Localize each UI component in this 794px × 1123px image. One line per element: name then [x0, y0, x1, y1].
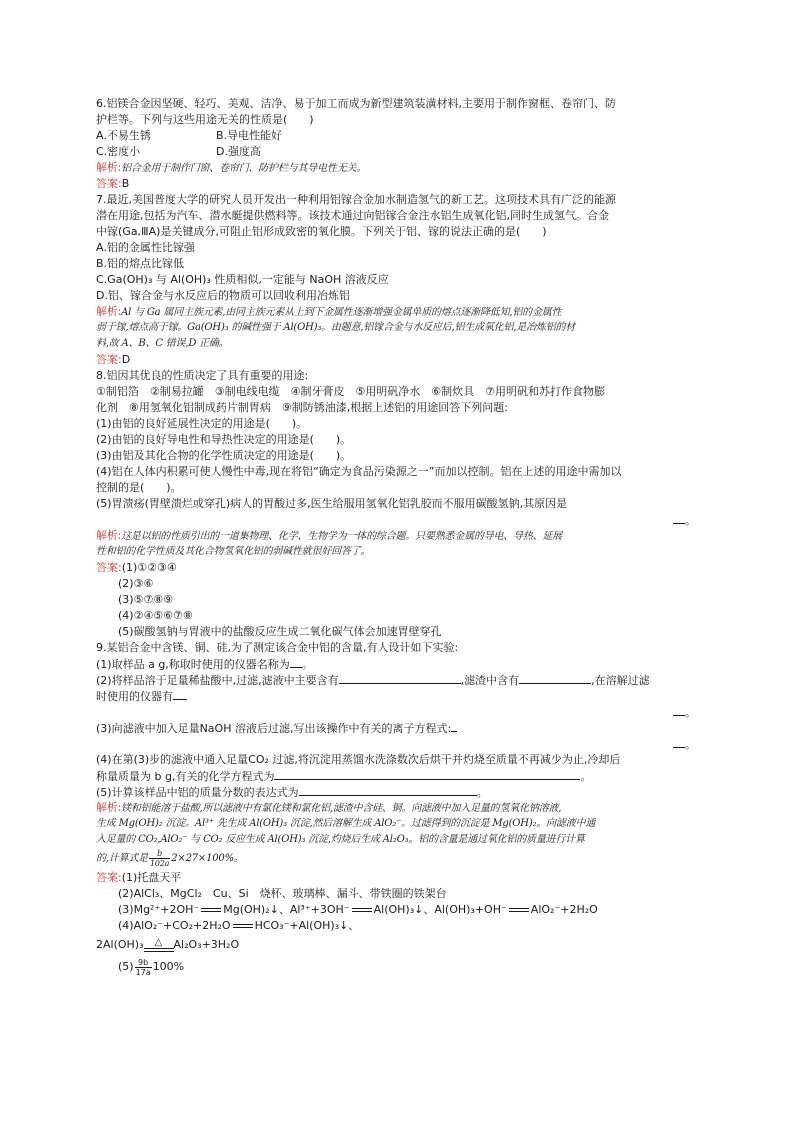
period: 。 — [685, 706, 696, 719]
q9-subquestion-4-line2 — [96, 768, 696, 784]
equals-sign — [509, 908, 529, 912]
worksheet-page — [96, 96, 696, 978]
q9-answer-4-line1 — [96, 918, 696, 934]
q9-explanation-line4 — [96, 848, 696, 870]
fraction-numerator: 9b — [135, 958, 152, 968]
fraction-numerator: b — [149, 849, 170, 859]
q9-subquestion-4-line1: (4)在第(3)步的滤液中通入足量CO₂ 过滤,将沉淀用蒸馏水洗涤数次后烘干并灼烧至质量不再减少为止,冷却后 — [96, 753, 621, 766]
q7-answer-text: D — [121, 353, 131, 366]
q9-subquestion-4-text: 称量质量为 b g,有关的化学方程式为 — [96, 770, 275, 783]
period: 。 — [301, 658, 313, 671]
answer-5-suffix: 100% — [152, 960, 185, 973]
q6-stem-line2: 护栏等。下列与这些用途无关的性质是( ) — [96, 113, 314, 126]
equation-part: Al(OH)₃↓、Al(OH)₃+OH⁻ — [373, 903, 507, 916]
q9-subquestion-3-blank-line — [96, 736, 696, 752]
q9-subquestion-2-line2 — [96, 688, 696, 704]
equation-part: AlO₂⁻+2H₂O — [530, 903, 598, 916]
formula-fraction — [149, 849, 170, 868]
answer-blank — [673, 512, 685, 524]
answer-blank — [451, 720, 457, 732]
formula-fraction — [135, 958, 152, 977]
q6-answer — [96, 176, 696, 192]
answer-blank — [299, 784, 477, 796]
q8-answer-1-text: (1)①②③④ — [121, 561, 177, 574]
q6-option-c: C.密度小 — [96, 145, 141, 158]
equals-sign — [352, 908, 372, 912]
q7-explanation-line3: 料,故 A、B、C 错误,D 正确。 — [96, 338, 229, 349]
answer-blank — [519, 672, 591, 684]
fraction-denominator: 17a — [135, 967, 151, 977]
q9-subquestion-2-text-c: ,在溶解过滤 — [591, 674, 650, 687]
equation-part: Mg(OH)₂↓、Al³⁺+3OH⁻ — [223, 903, 350, 916]
equals-sign — [233, 924, 253, 928]
answer-blank — [173, 688, 187, 700]
q6-answer-text: B — [121, 177, 130, 190]
q9-subquestion-3-text: (3)向滤液中加入足量NaOH 溶液后过滤,写出该操作中有关的离子方程式: — [96, 722, 452, 735]
fraction-denominator: 102a — [149, 859, 170, 868]
q6-options-row1 — [96, 128, 696, 144]
q9-answer-4-line2 — [96, 934, 696, 956]
q7-answer — [96, 352, 696, 368]
q9-subquestion-1 — [96, 656, 696, 672]
q6-stem-line1: 6.铝镁合金因坚硬、轻巧、美观、洁净、易于加工而成为新型建筑装潢材料,主要用于制作窗框、卷帘门、防 — [96, 97, 616, 110]
q9-explanation-text: 镁和铝能溶于盐酸,所以滤液中有氯化镁和氯化铝,滤渣中含硅、铜。向滤液中加入足量的氢氧化钠溶液, — [121, 803, 562, 814]
q8-subquestion-4-line1: (4)铝在人体内积累可使人慢性中毒,现在将铝“确定为食品污染源之一”而加以控制。铝在上述的用途中需加以 — [96, 465, 622, 478]
q8-stem-line3: 化剂 ⑧用氢氧化铝制成药片制胃病 ⑨制防锈油漆,根据上述铝的用途回答下列问题: — [96, 401, 508, 414]
equation-part: Al₂O₃+3H₂O — [173, 938, 240, 951]
q8-answer-3: (3)⑤⑦⑧⑨ — [118, 593, 174, 606]
q8-stem-line1: 8.铝因其优良的性质决定了具有重要的用途: — [96, 369, 309, 382]
q9-subquestion-1-text: (1)取样品 a g,称取时使用的仪器名称为 — [96, 658, 290, 671]
answer-tag: 答案: — [96, 871, 122, 884]
q8-explanation-line2: 性和铝的化学性质及其化合物氢氧化铝的弱碱性就很好回答了。 — [96, 546, 371, 557]
period: 。 — [685, 514, 696, 527]
explanation-tag: 解析: — [96, 305, 122, 318]
q8-subquestion-2: (2)由铝的良好导电性和导热性决定的用途是( )。 — [96, 433, 352, 446]
q9-explanation-line3: 入足量的 CO₂,AlO₂⁻ 与 CO₂ 反应生成 Al(OH)₃ 沉淀,灼烧后生成 Al₂O₃。铝的含量是通过氧化铝的质量进行计算 — [96, 834, 585, 845]
q7-option-c: C.Ga(OH)₃ 与 Al(OH)₃ 性质相似,一定能与 NaOH 溶液反应 — [96, 273, 389, 286]
period: 。 — [476, 786, 488, 799]
period: 。 — [685, 738, 696, 751]
equals-sign — [201, 908, 221, 912]
explanation-tag: 解析: — [96, 801, 122, 814]
q9-explanation-line1 — [96, 800, 696, 816]
q8-answer-2: (2)③⑥ — [118, 577, 154, 590]
q6-option-a: A.不易生锈 — [96, 129, 151, 142]
q7-explanation-text: Al 与 Ga 属同主族元素,由同主族元素从上到下金属性逐渐增强金属单质的熔点逐渐降低知,铝的金属性 — [121, 307, 562, 318]
heat-triangle-icon: △ — [154, 937, 163, 948]
equation-part: (3)Mg²⁺+2OH⁻ — [118, 903, 200, 916]
period: 。 — [580, 770, 592, 783]
answer-blank — [274, 768, 580, 780]
q9-answer-5 — [96, 956, 696, 978]
answer-blank — [673, 704, 685, 716]
q9-subquestion-3 — [96, 720, 696, 736]
q9-explanation-formula-suffix: 2×27×100%。 — [171, 853, 244, 864]
q7-stem-line3: 中镓(Ga,ⅢA)是关键成分,可阻止铝形成致密的氧化膜。下列关于铝、镓的说法正确的是( ) — [96, 225, 547, 238]
q6-explanation — [96, 160, 696, 176]
q9-answer-3 — [96, 902, 696, 918]
q9-subquestion-5-text: (5)计算该样品中铝的质量分数的表达式为 — [96, 786, 299, 799]
q9-explanation-formula-prefix: 的,计算式是 — [96, 853, 148, 864]
q9-answer-2: (2)AlCl₃、MgCl₂ Cu、Si 烧杯、玻璃棒、漏斗、带铁圈的铁架台 — [118, 887, 447, 900]
answer-5-label: (5) — [118, 960, 134, 973]
explanation-tag: 解析: — [96, 529, 122, 542]
answer-blank — [290, 656, 302, 668]
q8-subquestion-5: (5)胃溃疡(胃壁溃烂或穿孔)病人的胃酸过多,医生给服用氢氧化铝乳胶而不服用碳酸氢钠,其原因是 — [96, 497, 568, 510]
q9-subquestion-2-text-a: (2)将样品溶于足量稀盐酸中,过滤,滤液中主要含有 — [96, 674, 339, 687]
q9-subquestion-2-line1 — [96, 672, 696, 688]
q8-subquestion-5-blank-line — [96, 512, 696, 528]
q8-subquestion-1: (1)由铝的良好延展性决定的用途是( )。 — [96, 417, 308, 430]
q9-answer-1 — [96, 870, 696, 886]
answer-tag: 答案: — [96, 353, 122, 366]
answer-blank — [339, 672, 461, 684]
q7-stem-line1: 7.最近,美国普度大学的研究人员开发出一种利用铝镓合金加水制造氢气的新工艺。这项技术具有广泛的能源 — [96, 193, 616, 206]
heating-condition-sign — [144, 938, 174, 952]
q7-option-a: A.铝的金属性比镓强 — [96, 241, 195, 254]
q8-answer-1 — [96, 560, 696, 576]
q9-explanation-line2: 生成 Mg(OH)₂ 沉淀。Al³⁺ 先生成 Al(OH)₃ 沉淀,然后溶解生成 AlO₂⁻。过滤得到的沉淀是 Mg(OH)₂。向滤液中通 — [96, 818, 596, 829]
answer-tag: 答案: — [96, 177, 122, 190]
explanation-tag: 解析: — [96, 161, 122, 174]
q6-option-b: B.导电性能好 — [216, 129, 283, 142]
q8-explanation-text: 这是以铝的性质引出的一道集物理、化学、生物学为一体的综合题。只要熟悉金属的导电、导热、延展 — [121, 531, 563, 542]
q9-subquestion-2-blank-line — [96, 704, 696, 720]
q9-stem: 9.某铝合金中含镁、铜、硅,为了测定该合金中铝的含量,有人设计如下实验: — [96, 641, 459, 654]
q8-answer-4: (4)②④⑤⑥⑦⑧ — [118, 609, 193, 622]
q9-answer-1-text: (1)托盘天平 — [121, 871, 182, 884]
q9-subquestion-5 — [96, 784, 696, 800]
equation-part: (4)AlO₂⁻+CO₂+2H₂O — [118, 919, 231, 932]
q8-stem-line2: ①制铝箔 ②制易拉罐 ③制电线电缆 ④制牙膏皮 ⑤用明矾净水 ⑥制炊具 ⑦用明矾和苏打作食物膨 — [96, 385, 606, 398]
q7-explanation-line2: 弱于镓,熔点高于镓。Ga(OH)₃ 的碱性强于 Al(OH)₃。由题意,铝镓合金与水反应后,铝生成氧化铝,是冶炼铝的材 — [96, 322, 576, 333]
q7-explanation-line1 — [96, 304, 696, 320]
q8-answer-5: (5)碳酸氢钠与胃液中的盐酸反应生成二氧化碳气体会加速胃壁穿孔 — [118, 625, 442, 638]
q8-explanation-line1 — [96, 528, 696, 544]
q7-stem-line2: 潜在用途,包括为汽车、潜水艇提供燃料等。该技术通过向铝镓合金注水铝生成氧化铝,同时生成氢气。合金 — [96, 209, 609, 222]
equation-part: HCO₃⁻+Al(OH)₃↓、 — [254, 919, 360, 932]
q8-subquestion-3: (3)由铝及其化合物的化学性质决定的用途是( )。 — [96, 449, 352, 462]
answer-tag: 答案: — [96, 561, 122, 574]
answer-blank — [673, 736, 685, 748]
q6-option-d: D.强度高 — [216, 145, 261, 158]
q9-subquestion-2-text-d: 时使用的仪器有 — [96, 690, 173, 703]
q9-subquestion-2-text-b: ,滤渣中含有 — [460, 674, 520, 687]
q8-subquestion-4-line2: 控制的是( )。 — [96, 481, 182, 494]
q6-explanation-text: 铝合金用于制作门窗、卷帘门、防护栏与其导电性无关。 — [121, 163, 367, 174]
q7-option-d: D.铝、镓合金与水反应后的物质可以回收利用冶炼铝 — [96, 289, 350, 302]
q7-option-b: B.铝的熔点比镓低 — [96, 257, 185, 270]
q6-options-row2 — [96, 144, 696, 160]
equation-part: 2Al(OH)₃ — [96, 938, 144, 951]
equals-bar — [144, 948, 174, 952]
